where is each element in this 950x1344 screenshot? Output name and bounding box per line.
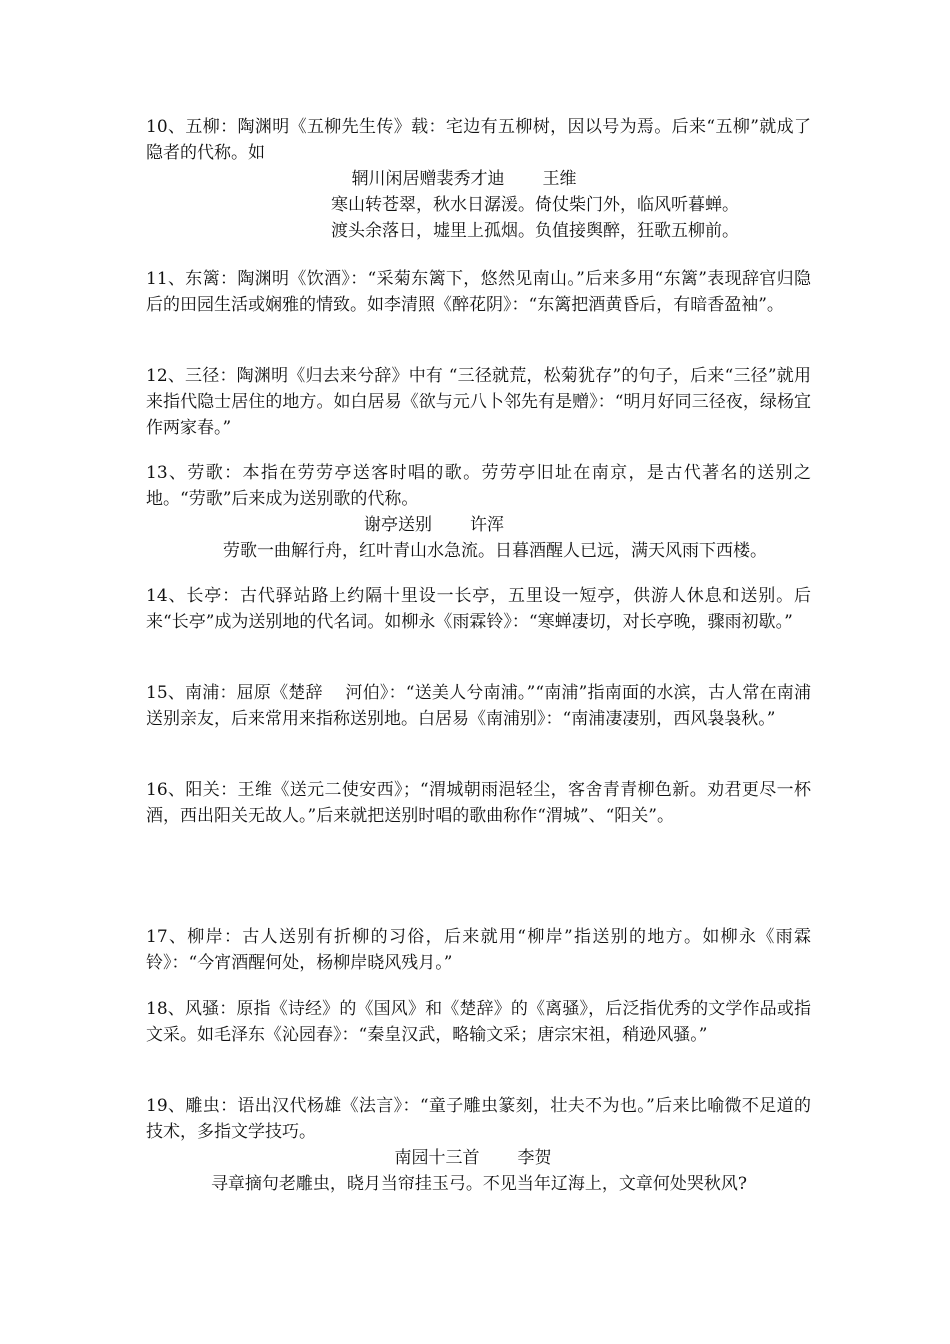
poem-line-3a: 寻章摘句老雕虫，晓月当帘挂玉弓。不见当年辽海上，文章何处哭秋风? (210, 1174, 748, 1194)
poem-heading-2 (0, 512, 909, 538)
poem-author-3: 李贺 (517, 1148, 552, 1168)
poem-title-1: 辋川闲居赠裴秀才迪 (351, 169, 505, 189)
poem-heading-3 (0, 1145, 948, 1171)
poem-heading-1 (0, 166, 939, 192)
entry-dongli: 11、东篱：陶渊明《饮酒》：“采菊东篱下，悠然见南山。”后来多用“东篱”表现辞官归隐后的田园生活或娴雅的情致。如李清照《醉花阴》：“东篱把酒黄昏后，有暗香盈袖”。 (146, 269, 811, 315)
entry-liuan: 17、柳岸：古人送别有折柳的习俗，后来就用“柳岸”指送别的地方。如柳永《雨霖铃》：“今宵酒醒何处，杨柳岸晓风残月。” (146, 927, 811, 973)
entry-laoge: 13、劳歌：本指在劳劳亭送客时唱的歌。劳劳亭旧址在南京，是古代著名的送别之地。“劳歌”后来成为送别歌的代称。 (146, 463, 811, 509)
poem-title-3: 南园十三首 (394, 1148, 480, 1168)
poem-title-2: 谢亭送别 (364, 515, 432, 535)
entry-diaochong: 19、雕虫：语出汉代杨雄《法言》：“童子雕虫篆刻，壮夫不为也。”后来比喻微不足道的技术，多指文学技巧。 (146, 1096, 811, 1142)
entry-yangguan: 16、阳关：王维《送元二使安西》；“渭城朝雨浥轻尘，客舍青青柳色新。劝君更尽一杯酒，西出阳关无故人。”后来就把送别时唱的歌曲称作“渭城”、“阳关”。 (146, 780, 811, 826)
poem-author-2: 许浑 (470, 515, 504, 535)
entry-wuliu: 10、五柳：陶渊明《五柳先生传》载：宅边有五柳树，因以号为焉。后来“五柳”就成了隐者的代称。如 (146, 117, 811, 163)
entry-sanjing: 12、三径：陶渊明《归去来兮辞》中有 “三径就荒，松菊犹存”的句子，后来“三径”就用来指代隐士居住的地方。如白居易《欲与元八卜邻先有是赠》：“明月好同三径夜，绿杨宜作两家春。” (146, 366, 811, 438)
poem-line-1a: 寒山转苍翠，秋水日潺湲。倚仗柴门外，临风听暮蝉。 (331, 195, 739, 215)
poem-line-2a: 劳歌一曲解行舟，红叶青山水急流。日暮酒醒人已远，满天风雨下西楼。 (223, 541, 767, 561)
entry-nanpu: 15、南浦：屈原《楚辞 河伯》：“送美人兮南浦。”“南浦”指南面的水滨，古人常在南浦送别亲友，后来常用来指称送别地。白居易《南浦别》：“南浦凄凄别，西风袅袅秋。” (146, 683, 811, 729)
poem-line-1b: 渡头余落日，墟里上孤烟。负值接舆醉，狂歌五柳前。 (331, 221, 739, 241)
poem-author-1: 王维 (542, 169, 577, 189)
entry-changting: 14、长亭：古代驿站路上约隔十里设一长亭，五里设一短亭，供游人休息和送别。后来“长亭”成为送别地的代名词。如柳永《雨霖铃》：“寒蝉凄切，对长亭晚，骤雨初歇。” (146, 586, 811, 632)
entry-fengsao: 18、风骚：原指《诗经》的《国风》和《楚辞》的《离骚》，后泛指优秀的文学作品或指文采。如毛泽东《沁园春》：“秦皇汉武，略输文采；唐宗宋祖，稍逊风骚。” (146, 999, 811, 1045)
